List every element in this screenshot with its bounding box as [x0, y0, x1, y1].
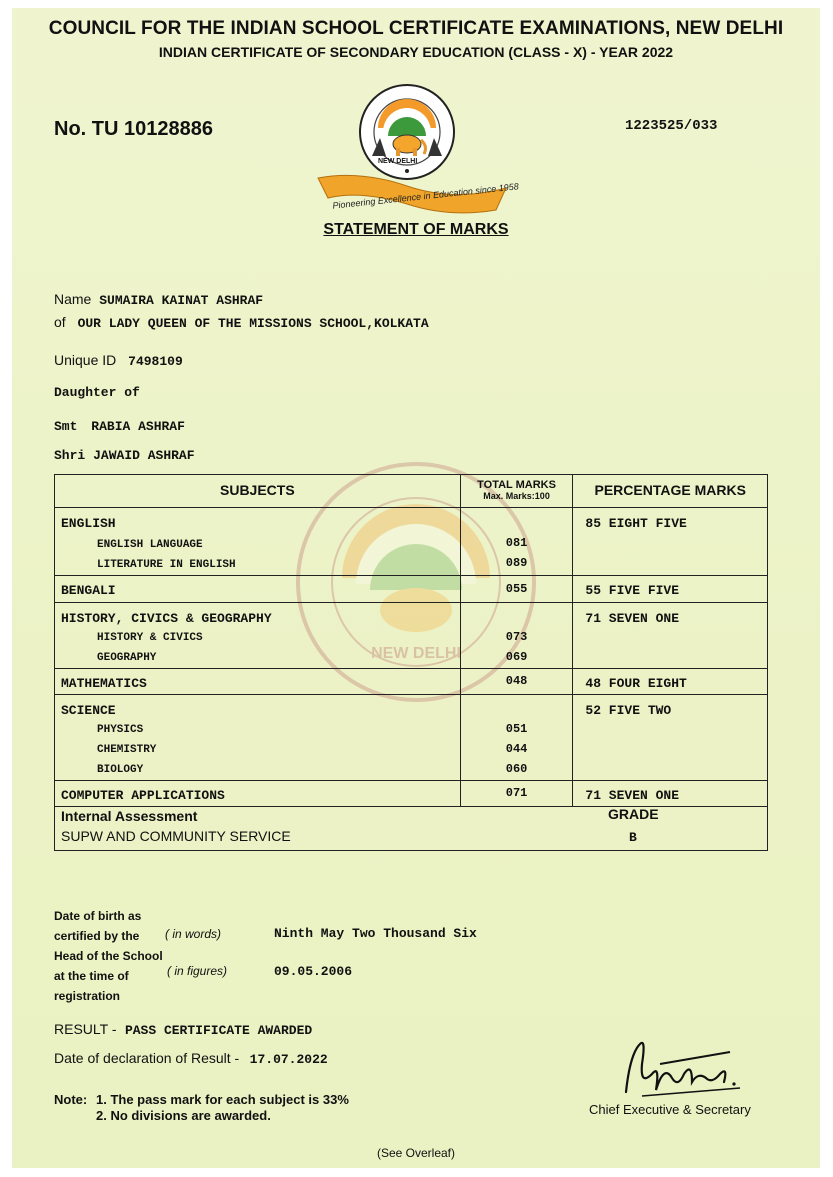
serial-number: 1223525/033: [625, 118, 718, 134]
part-marks: 089: [505, 556, 528, 570]
marks-table: [54, 474, 768, 807]
subject-marks: 071: [505, 786, 528, 800]
note-label: Note:: [54, 1092, 88, 1107]
internal-assessment-box: [54, 804, 768, 851]
result-line: RESULT - PASS CERTIFICATE AWARDED: [54, 1021, 313, 1038]
council-title: COUNCIL FOR THE INDIAN SCHOOL CERTIFICATE EXAMINATIONS, NEW DELHI: [48, 18, 784, 39]
table-row: [55, 669, 768, 695]
subject-name: HISTORY, CIVICS & GEOGRAPHY: [61, 611, 272, 626]
subject-part: GEOGRAPHY: [97, 652, 157, 664]
subject-part: PHYSICS: [97, 724, 144, 736]
subject-marks: 048: [505, 674, 528, 688]
mother-name: RABIA ASHRAF: [91, 419, 185, 434]
svg-text:NEW DELHI: NEW DELHI: [371, 645, 461, 662]
percentage-marks: 71 SEVEN ONE: [585, 788, 680, 803]
name-line: Name SUMAIRA KAINAT ASHRAF: [54, 291, 264, 308]
school-line: of OUR LADY QUEEN OF THE MISSIONS SCHOOL,KOLKATA: [54, 314, 429, 331]
table-row: [55, 695, 768, 781]
in-figures-label: ( in figures): [167, 964, 228, 978]
in-words-label: ( in words): [165, 927, 222, 941]
internal-assessment-label: Internal Assessment: [61, 808, 198, 824]
father-line: Shri JAWAID ASHRAF: [54, 448, 195, 463]
subject-name: COMPUTER APPLICATIONS: [61, 788, 225, 803]
header-subjects: SUBJECTS: [55, 475, 461, 508]
subject-name: BENGALI: [61, 583, 116, 598]
see-overleaf: (See Overleaf): [376, 1146, 456, 1160]
relation-label: Daughter of: [54, 385, 140, 400]
exam-title: INDIAN CERTIFICATE OF SECONDARY EDUCATION (CLASS - X) - YEAR 2022: [158, 44, 674, 60]
subject-part: LITERATURE IN ENGLISH: [97, 559, 236, 571]
declaration-line: Date of declaration of Result - 17.07.2022: [54, 1050, 328, 1067]
table-row: [55, 781, 768, 807]
grade-value: B: [629, 830, 637, 845]
grade-label: GRADE: [608, 806, 659, 822]
header-percentage: PERCENTAGE MARKS: [573, 475, 768, 508]
subject-part: CHEMISTRY: [97, 744, 157, 756]
subject-part: ENGLISH LANGUAGE: [97, 539, 203, 551]
result-value: PASS CERTIFICATE AWARDED: [124, 1023, 313, 1038]
note-item: 1. The pass mark for each subject is 33%: [96, 1092, 349, 1107]
part-marks: 051: [505, 722, 528, 736]
part-marks: 073: [505, 630, 528, 644]
declaration-date: 17.07.2022: [249, 1052, 328, 1067]
subject-marks: 055: [505, 582, 528, 596]
subject-name: MATHEMATICS: [61, 676, 147, 691]
header-total-marks: TOTAL MARKS Max. Marks:100: [460, 475, 573, 508]
signatory-title: Chief Executive & Secretary: [589, 1102, 751, 1117]
statement-title: STATEMENT OF MARKS: [323, 221, 509, 238]
logo-ribbon-text: Pioneering Excellence in Education since 1958: [331, 181, 520, 211]
certificate-number: No. TU 10128886: [54, 118, 213, 140]
table-row: [55, 603, 768, 669]
table-row: [55, 576, 768, 603]
unique-id: 7498109: [128, 354, 183, 369]
dob-label: Date of birth as certified by the Head of the School at the time of registration: [54, 909, 163, 1003]
marks-statement-document: [12, 8, 820, 1168]
mother-line: Smt RABIA ASHRAF: [54, 419, 185, 434]
percentage-marks: 85 EIGHT FIVE: [585, 516, 687, 531]
subject-name: SCIENCE: [61, 703, 116, 718]
note-item: 2. No divisions are awarded.: [96, 1108, 271, 1123]
part-marks: 081: [505, 536, 528, 550]
student-name: SUMAIRA KAINAT ASHRAF: [99, 293, 264, 308]
dob-figures: 09.05.2006: [274, 964, 353, 979]
uid-line: Unique ID 7498109: [54, 352, 183, 369]
activity-name: SUPW AND COMMUNITY SERVICE: [61, 828, 291, 844]
percentage-marks: 55 FIVE FIVE: [585, 583, 680, 598]
percentage-marks: 52 FIVE TWO: [585, 703, 672, 718]
subject-name: ENGLISH: [61, 516, 116, 531]
logo-city: NEW DELHI: [378, 158, 418, 165]
percentage-marks: 48 FOUR EIGHT: [585, 676, 687, 691]
part-marks: 069: [505, 650, 528, 664]
subject-part: HISTORY & CIVICS: [97, 632, 203, 644]
school-name: OUR LADY QUEEN OF THE MISSIONS SCHOOL,KOLKATA: [77, 316, 429, 331]
subject-part: BIOLOGY: [97, 764, 144, 776]
part-marks: 060: [505, 762, 528, 776]
father-name: JAWAID ASHRAF: [93, 448, 195, 463]
part-marks: 044: [505, 742, 528, 756]
percentage-marks: 71 SEVEN ONE: [585, 611, 680, 626]
signature-icon: [612, 1034, 772, 1100]
table-row: [55, 508, 768, 576]
dob-words: Ninth May Two Thousand Six: [274, 926, 477, 941]
